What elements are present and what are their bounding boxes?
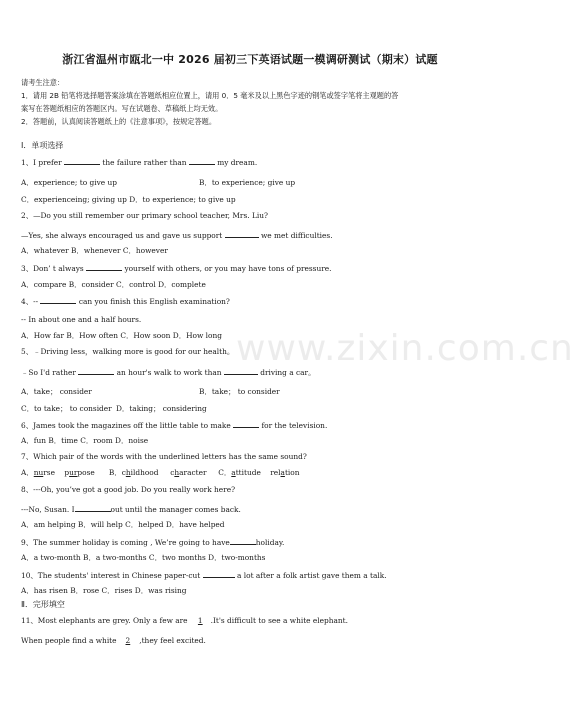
question-8-response: ---No, Susan. I out until the manager comes back.: [21, 505, 241, 514]
question-3-options: A．compare B．consider C．control D．complete: [21, 280, 206, 289]
option-d: D．taking； considering: [116, 404, 207, 413]
notice-line-3: 2．答题前，认真阅读答题纸上的《注意事项》，按规定答题。: [21, 117, 217, 126]
answer-blank: [189, 157, 215, 165]
answer-blank: [75, 504, 111, 512]
watermark: www.zixin.com.cn: [236, 328, 574, 369]
option-b: B．take； to consider: [199, 387, 280, 396]
question-4-options: A．How far B．How often C．How soon D．How long: [21, 331, 222, 340]
option-a: A．take； consider: [21, 387, 92, 396]
answer-blank: [203, 570, 235, 578]
answer-blank: [40, 296, 76, 304]
blank-number: 1: [197, 616, 203, 625]
question-10: 10、The students' interest in Chinese paper-cut a lot after a folk artist gave them a talk.: [21, 571, 387, 580]
section-heading-single-choice: Ⅰ．单项选择: [21, 141, 64, 150]
question-1: 1、I prefer the failure rather than my dream.: [21, 158, 258, 167]
notice-line-2: 案写在答题纸相应的答题区内。写在试题卷、草稿纸上均无效。: [21, 104, 223, 113]
question-5: 5、﹣Driving less，walking more is good for our health。: [21, 347, 235, 356]
question-5-response: ﹣So I'd rather an hour's walk to work than driving a car。: [21, 368, 316, 377]
notice-heading: 请考生注意：: [21, 78, 65, 87]
answer-blank: [225, 230, 259, 238]
answer-blank: [233, 420, 259, 428]
blank-number: 2: [125, 636, 131, 645]
question-2: 2、—Do you still remember our primary school teacher, Mrs. Liu?: [21, 211, 268, 220]
question-8-options: A．am helping B．will help C．helped D．have helped: [21, 520, 225, 529]
question-10-options: A．has risen B．rose C．rises D．was rising: [21, 586, 187, 595]
question-9-options: A．a two-month B．a two-months C．two months D．two-months: [21, 553, 266, 562]
options-c-d: C．experienceing; giving up D．to experience; to give up: [21, 195, 236, 204]
question-4: 4、-- can you finish this English examination?: [21, 297, 230, 306]
question-2-options: A．whatever B．whenever C．however: [21, 246, 168, 255]
question-6-options: A．fun B．time C．room D．noise: [21, 436, 149, 445]
question-8: 8、---Oh, you’ve got a good job. Do you really work here?: [21, 485, 236, 494]
question-7-options: A．nurse purpose B．childhood character C．attitude relation: [21, 468, 300, 477]
answer-blank: [64, 157, 100, 165]
option-c: C．to take； to consider: [21, 404, 112, 413]
question-7: 7、Which pair of the words with the underlined letters has the same sound?: [21, 452, 307, 461]
option-a: A．experience; to give up: [21, 178, 118, 187]
question-3: 3、Don’ t always yourself with others, or you may have tons of pressure.: [21, 264, 332, 273]
notice-line-1: 1．请用 2B 铅笔将选择题答案涂填在答题纸相应位置上，请用 0．5 毫米及以上黑色字迹的钢笔或签字笔将主观题的答: [21, 91, 399, 100]
question-4-response: -- In about one and a half hours.: [21, 315, 142, 324]
option-b: B．to experience; give up: [199, 178, 296, 187]
section-heading-cloze: Ⅱ．完形填空: [21, 600, 65, 609]
question-2-response: —Yes, she always encouraged us and gave us support we met difficulties.: [21, 231, 333, 240]
passage-line-2: When people find a white 2 ,they feel excited.: [21, 636, 206, 645]
answer-blank: [86, 263, 122, 271]
question-6: 6、James took the magazines off the little table to make for the television.: [21, 421, 328, 430]
answer-blank: [78, 367, 114, 375]
question-11: 11、Most elephants are grey. Only a few are 1 .It's difficult to see a white elephant.: [21, 616, 348, 625]
question-9: 9、The summer holiday is coming , We’re going to have holiday.: [21, 538, 285, 547]
page-title: 浙江省温州市瓯北一中 2026 届初三下英语试题一模调研测试（期末）试题: [62, 53, 438, 66]
answer-blank: [230, 537, 256, 545]
